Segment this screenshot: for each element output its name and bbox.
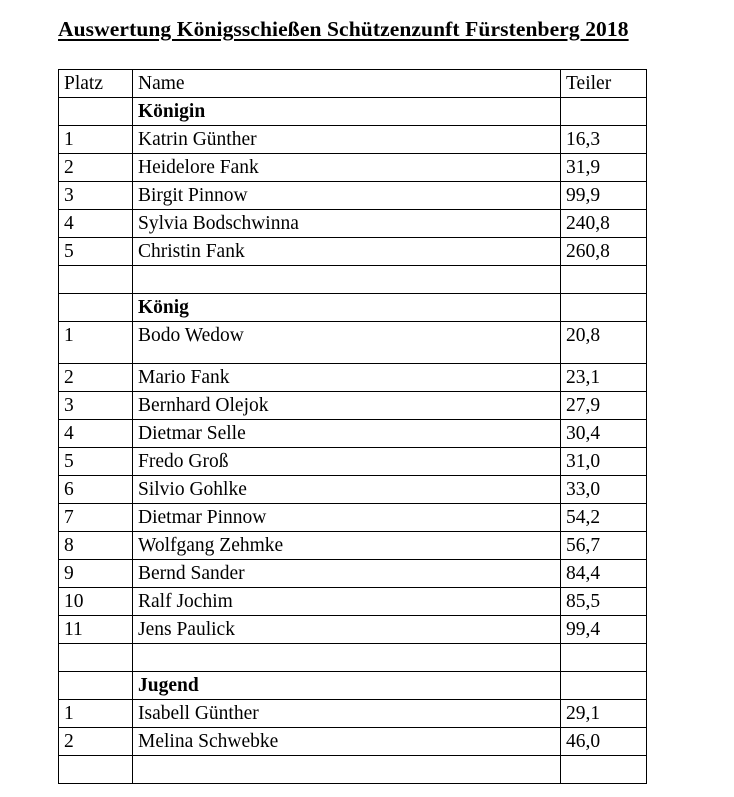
platz-cell: 5 (59, 448, 133, 476)
platz-cell: 11 (59, 616, 133, 644)
platz-cell: 9 (59, 560, 133, 588)
header-name: Name (133, 70, 561, 98)
teiler-cell: 31,0 (561, 448, 647, 476)
name-cell: Wolfgang Zehmke (133, 532, 561, 560)
empty-cell (59, 266, 133, 294)
table-row (59, 476, 647, 504)
table-row (59, 238, 647, 266)
teiler-cell: 260,8 (561, 238, 647, 266)
table-row (59, 392, 647, 420)
platz-cell: 8 (59, 532, 133, 560)
table-row (59, 210, 647, 238)
teiler-cell: 31,9 (561, 154, 647, 182)
name-cell: Birgit Pinnow (133, 182, 561, 210)
teiler-cell: 20,8 (561, 322, 647, 364)
name-cell: Heidelore Fank (133, 154, 561, 182)
empty-cell (561, 756, 647, 784)
teiler-cell: 29,1 (561, 700, 647, 728)
document-title: Auswertung Königsschießen Schützenzunft Fürstenberg 2018 (58, 17, 629, 41)
teiler-cell: 99,4 (561, 616, 647, 644)
platz-cell: 5 (59, 238, 133, 266)
teiler-cell: 30,4 (561, 420, 647, 448)
empty-cell (561, 672, 647, 700)
name-cell: Katrin Günther (133, 126, 561, 154)
table-row (59, 154, 647, 182)
name-cell: Ralf Jochim (133, 588, 561, 616)
name-cell: Bernhard Olejok (133, 392, 561, 420)
section-heading-row (59, 672, 647, 700)
section-heading: Jugend (133, 672, 561, 700)
teiler-cell: 84,4 (561, 560, 647, 588)
section-heading-row (59, 294, 647, 322)
table-row (59, 616, 647, 644)
platz-cell: 10 (59, 588, 133, 616)
empty-cell (133, 756, 561, 784)
empty-cell (59, 294, 133, 322)
empty-cell (561, 644, 647, 672)
teiler-cell: 99,9 (561, 182, 647, 210)
section-heading: Königin (133, 98, 561, 126)
spacer-row (59, 266, 647, 294)
platz-cell: 7 (59, 504, 133, 532)
platz-cell: 1 (59, 126, 133, 154)
table-row (59, 126, 647, 154)
teiler-cell: 27,9 (561, 392, 647, 420)
platz-cell: 1 (59, 322, 133, 364)
platz-cell: 6 (59, 476, 133, 504)
table-header-row (59, 70, 647, 98)
empty-cell (59, 644, 133, 672)
teiler-cell: 46,0 (561, 728, 647, 756)
header-platz: Platz (59, 70, 133, 98)
spacer-row (59, 756, 647, 784)
name-cell: Melina Schwebke (133, 728, 561, 756)
teiler-cell: 23,1 (561, 364, 647, 392)
empty-cell (561, 266, 647, 294)
table-row (59, 504, 647, 532)
table-row (59, 700, 647, 728)
empty-cell (133, 266, 561, 294)
empty-cell (59, 756, 133, 784)
table-row (59, 532, 647, 560)
name-cell: Dietmar Selle (133, 420, 561, 448)
name-cell: Sylvia Bodschwinna (133, 210, 561, 238)
section-heading-row (59, 98, 647, 126)
table-row (59, 182, 647, 210)
name-cell: Silvio Gohlke (133, 476, 561, 504)
table-row (59, 322, 647, 364)
empty-cell (561, 98, 647, 126)
platz-cell: 3 (59, 182, 133, 210)
name-cell: Isabell Günther (133, 700, 561, 728)
platz-cell: 1 (59, 700, 133, 728)
name-cell: Dietmar Pinnow (133, 504, 561, 532)
name-cell: Mario Fank (133, 364, 561, 392)
section-heading: König (133, 294, 561, 322)
empty-cell (59, 672, 133, 700)
table-row (59, 728, 647, 756)
teiler-cell: 16,3 (561, 126, 647, 154)
table-row (59, 364, 647, 392)
platz-cell: 4 (59, 210, 133, 238)
name-cell: Christin Fank (133, 238, 561, 266)
platz-cell: 4 (59, 420, 133, 448)
table-row (59, 420, 647, 448)
spacer-row (59, 644, 647, 672)
platz-cell: 2 (59, 154, 133, 182)
teiler-cell: 54,2 (561, 504, 647, 532)
platz-cell: 2 (59, 364, 133, 392)
table-row (59, 448, 647, 476)
name-cell: Fredo Groß (133, 448, 561, 476)
results-table (58, 69, 647, 784)
name-cell: Bernd Sander (133, 560, 561, 588)
name-cell: Jens Paulick (133, 616, 561, 644)
platz-cell: 2 (59, 728, 133, 756)
teiler-cell: 56,7 (561, 532, 647, 560)
name-cell: Bodo Wedow (133, 322, 561, 364)
empty-cell (133, 644, 561, 672)
teiler-cell: 33,0 (561, 476, 647, 504)
teiler-cell: 85,5 (561, 588, 647, 616)
header-teiler: Teiler (561, 70, 647, 98)
empty-cell (59, 98, 133, 126)
empty-cell (561, 294, 647, 322)
teiler-cell: 240,8 (561, 210, 647, 238)
platz-cell: 3 (59, 392, 133, 420)
table-row (59, 560, 647, 588)
table-body (59, 98, 647, 784)
table-row (59, 588, 647, 616)
